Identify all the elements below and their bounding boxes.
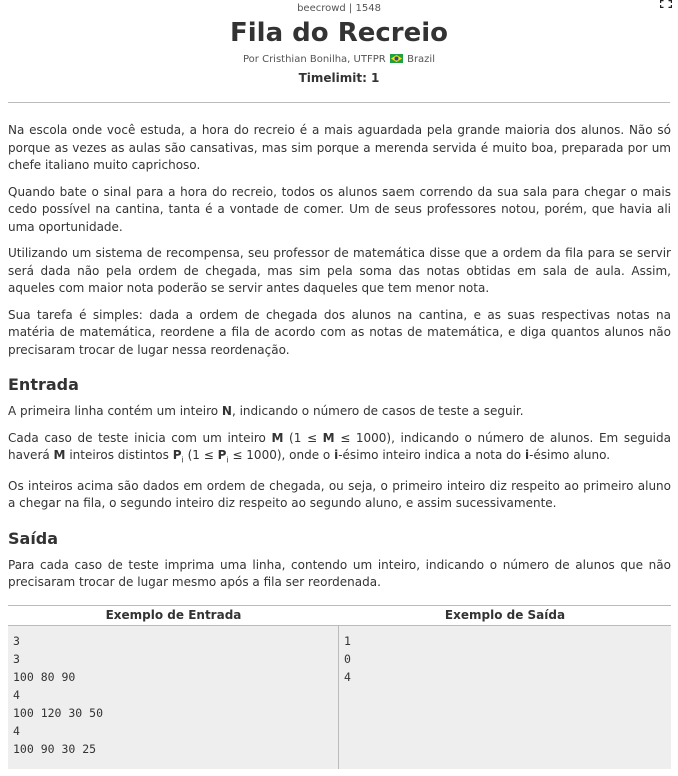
text: Cada caso de teste inicia com um inteiro <box>8 430 272 445</box>
input-example-column <box>8 606 339 769</box>
input-line: 100 120 30 50 <box>13 705 104 720</box>
input-line: 4 <box>13 687 20 702</box>
input-line: 3 <box>13 633 20 648</box>
input-heading: Entrada <box>8 375 79 394</box>
text: ≤ 1000), onde o <box>228 448 335 462</box>
text: inteiros distintos <box>65 448 173 462</box>
input-example-header: Exemplo de Entrada <box>8 606 339 626</box>
input-line: 3 <box>13 651 20 666</box>
text: ≤ 1000), indicando o número de alunos. Em seguida haverá <box>8 430 671 462</box>
description-paragraph-4: Sua tarefa é simples: dada a ordem de chegada dos alunos na cantina, e as suas respectivas notas na matéria de matemática, reordene a fila de acordo com as notas de matemática, e diga quantos alunos não precisaram trocar de lugar nessa reordenação. <box>8 307 671 357</box>
output-line: 1 <box>344 633 351 648</box>
var-i-sub: i <box>181 455 184 465</box>
text: A primeira linha contém um inteiro <box>8 404 222 418</box>
input-paragraph-2 <box>8 430 671 469</box>
text: (1 ≤ <box>283 430 323 445</box>
output-paragraph-1: Para cada caso de teste imprima uma linha, contendo um inteiro, indicando o número de alunos que não precisaram trocar de lugar mesmo após a fila ser reordenada. <box>8 557 671 590</box>
header-divider <box>8 102 670 103</box>
output-example-body[interactable] <box>339 626 671 769</box>
input-line: 4 <box>13 723 20 738</box>
var-p: P <box>172 448 182 462</box>
text: -ésimo aluno. <box>529 448 611 462</box>
author-line <box>0 53 678 67</box>
var-i-sub: i <box>226 455 229 465</box>
author-country: Brazil <box>407 54 435 65</box>
brazil-flag-icon <box>390 54 403 63</box>
description-paragraph-1: Na escola onde você estuda, a hora do recreio é a mais aguardada pela grande maioria dos alunos. Não só porque as vezes as aulas são cansativas, mas sim porque a merenda servida é muito boa, preparada por um chefe italiano muito caprichoso. <box>8 123 671 172</box>
author-name: Por Cristhian Bonilha, UTFPR <box>243 54 386 65</box>
input-paragraph-3: Os inteiros acima são dados em ordem de chegada, ou seja, o primeiro inteiro diz respeito ao primeiro aluno a chegar na fila, o segundo inteiro diz respeito ao segundo aluno, e assim sucessivamente. <box>8 478 671 511</box>
text: -ésimo inteiro indica a nota do <box>338 448 525 462</box>
output-heading: Saída <box>8 528 59 548</box>
var-i: i <box>524 448 530 462</box>
var-m: M <box>322 430 335 445</box>
text: , indicando o número de casos de teste a seguir. <box>231 404 524 418</box>
var-p: P <box>217 448 227 462</box>
output-line: 0 <box>344 651 351 666</box>
output-line: 4 <box>344 669 351 684</box>
var-n: N <box>221 404 232 418</box>
var-i: i <box>334 448 339 462</box>
output-example-column <box>339 606 671 769</box>
input-example-body[interactable] <box>8 626 339 769</box>
page-title: Fila do Recreio <box>229 18 448 48</box>
problem-content <box>0 122 678 592</box>
var-m: M <box>271 430 284 445</box>
input-line: 100 90 30 25 <box>13 741 97 756</box>
output-example-header: Exemplo de Saída <box>339 606 671 626</box>
problem-source: beecrowd | 1548 <box>297 3 381 14</box>
problem-header <box>0 0 678 86</box>
description-paragraph-2: Quando bate o sinal para a hora do recreio, todos os alunos saem correndo da sua sala para chegar o mais cedo possível na cantina, tanta é a vontade de comer. Um de seus professores notou, porém, que havia ali uma oportunidade. <box>8 184 671 234</box>
examples-table <box>8 605 671 769</box>
input-line: 100 80 90 <box>13 669 76 684</box>
var-m: M <box>53 448 66 462</box>
text: (1 ≤ <box>183 448 218 462</box>
timelimit: Timelimit: 1 <box>298 71 380 85</box>
description-paragraph-3: Utilizando um sistema de recompensa, seu professor de matemática disse que a ordem da fila para se servir será dada não pela ordem de chegada, mas sim pela soma das notas obtidas em sala de aula. Assim, aqueles com maior nota poderão se servir antes daqueles que tem menor nota. <box>8 246 671 295</box>
expand-icon[interactable] <box>660 0 672 8</box>
input-paragraph-1 <box>8 403 671 421</box>
